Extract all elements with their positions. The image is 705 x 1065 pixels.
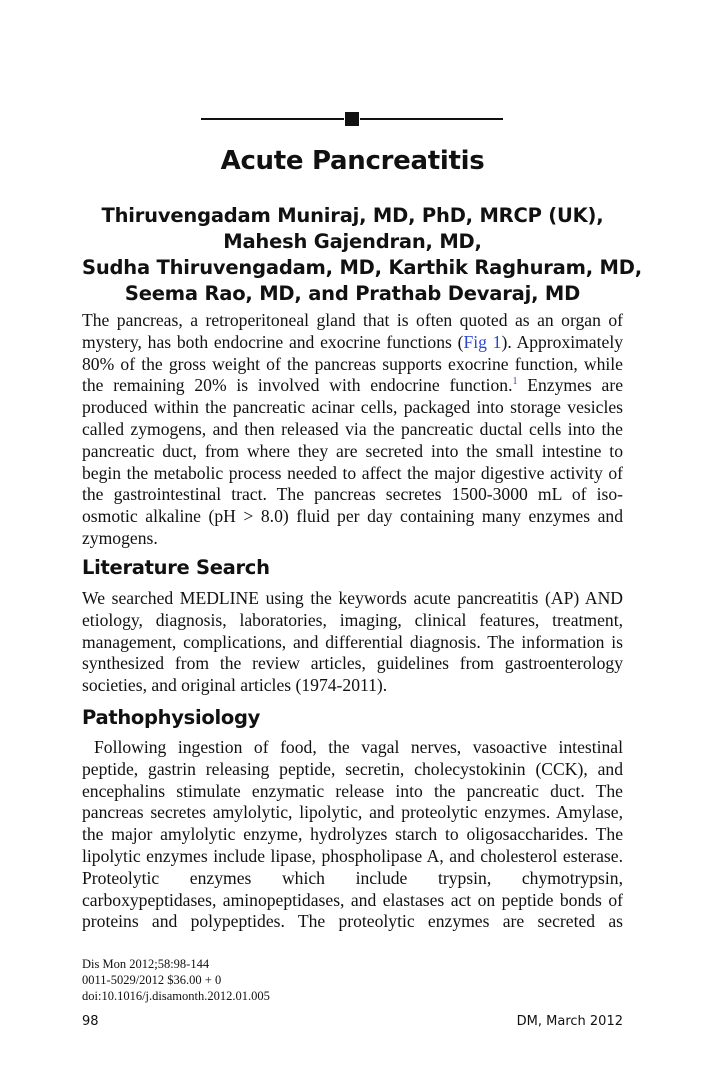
figure-1-link[interactable]: Fig 1 (463, 331, 502, 352)
author-line: Sudha Thiruvengadam, MD, Karthik Raghuram, MD, (82, 256, 642, 279)
citation-block (82, 956, 270, 1004)
author-list (82, 203, 642, 307)
citation-doi[interactable]: doi:10.1016/j.disamonth.2012.01.005 (82, 989, 270, 1003)
author-line: Thiruvengadam Muniraj, MD, PhD, MRCP (UK), (101, 204, 604, 227)
ornament-line-right (360, 118, 503, 120)
citation-issn: 0011-5029/2012 $36.00 + 0 (82, 973, 222, 987)
intro-paragraph (82, 310, 623, 550)
author-line: Mahesh Gajendran, MD, (223, 230, 482, 253)
pathophysiology-paragraph (82, 737, 623, 933)
intro-text-1: The pancreas, a retroperitoneal gland that is often quoted as an organ of mystery, has both endocrine and exocrine functions ( (82, 310, 623, 352)
author-line: Seema Rao, MD, and Prathab Devaraj, MD (124, 282, 581, 305)
citation-journal: Dis Mon 2012;58:98-144 (82, 957, 210, 971)
article-title: Acute Pancreatitis (220, 146, 485, 176)
literature-search-text: We searched MEDLINE using the keywords acute pancreatitis (AP) AND etiology, diagnosis, laboratories, imaging, clinical features, treatment, management, complications, and differential diagnosis. The information is synthesized from the review articles, guidelines from gastroenterology societies, and original articles (1974-2011). (82, 588, 623, 696)
ornament-line-left (201, 118, 344, 120)
title-ornament (201, 112, 503, 126)
section-heading-literature-search: Literature Search (82, 556, 270, 579)
literature-search-paragraph (82, 588, 623, 697)
ornament-square-icon (345, 112, 359, 126)
pathophysiology-text: Following ingestion of food, the vagal nerves, vasoactive intestinal peptide, gastrin releasing peptide, secretin, cholecystokinin (CCK), and encephalins stimulate enzymatic release into the pancreatic duct. The pancreas secretes amylolytic, lipolytic, and proteolytic enzymes. Amylase, the major amylolytic enzyme, hydrolyzes starch to oligosaccharides. The lipolytic enzymes include lipase, phospholipase A, and cholesterol esterase. Proteolytic enzymes which include trypsin, chymotrypsin, carboxypeptidases, aminopeptidases, and elastases act on peptide bonds of proteins and polypeptides. The proteolytic enzymes are secreted as (82, 737, 623, 932)
section-heading-pathophysiology: Pathophysiology (82, 706, 261, 729)
page-number: 98 (82, 1014, 99, 1029)
running-head: DM, March 2012 (516, 1014, 623, 1029)
intro-text-3: Enzymes are produced within the pancreatic acinar cells, packaged into storage vesicles called zymogens, and then released via the pancreatic ductal cells into the pancreatic duct, from where they are secreted into the small intestine to begin the metabolic process needed to affect the major digestive activity of the gastrointestinal tract. The pancreas secretes 1500-3000 mL of iso-osmotic alkaline (pH > 8.0) fluid per day containing many enzymes and zymogens. (82, 375, 624, 548)
intro-text-2: ). Approximately 80% of the gross weight of the pancreas supports exocrine function, while the remaining 20% is involved with endocrine function. (82, 331, 624, 396)
reference-1-link[interactable]: 1 (512, 376, 518, 388)
